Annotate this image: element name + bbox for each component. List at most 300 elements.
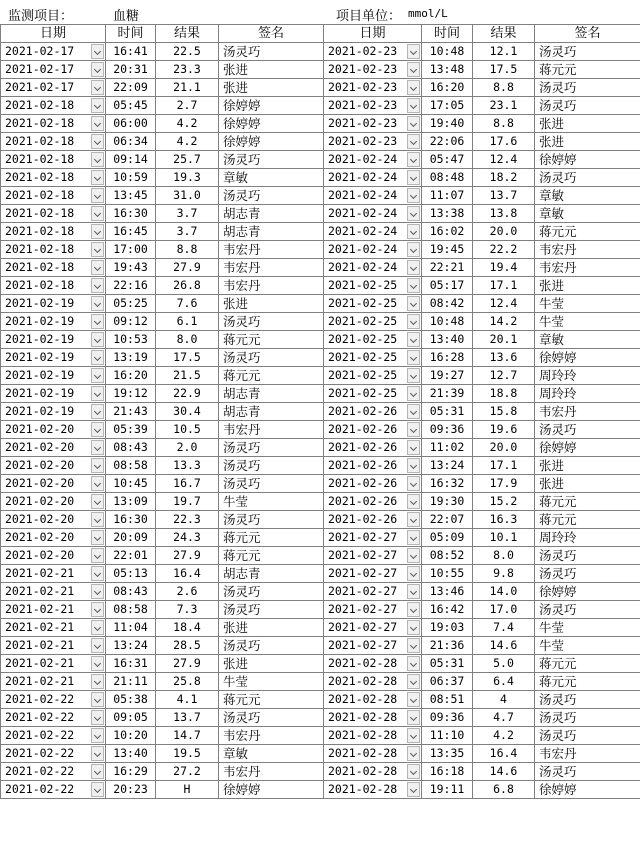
date-value: 2021-02-27 bbox=[328, 620, 398, 634]
table-body bbox=[1, 43, 640, 799]
chevron-down-icon[interactable] bbox=[407, 224, 420, 239]
chevron-down-icon[interactable] bbox=[407, 170, 420, 185]
date-cell[interactable] bbox=[1, 511, 106, 529]
table-row bbox=[1, 43, 640, 61]
date-cell[interactable] bbox=[1, 439, 106, 457]
result-cell: 5.0 bbox=[473, 655, 535, 673]
date-cell[interactable] bbox=[324, 763, 422, 781]
date-cell[interactable] bbox=[1, 79, 106, 97]
chevron-down-icon[interactable] bbox=[91, 116, 104, 131]
date-cell[interactable] bbox=[324, 655, 422, 673]
chevron-down-icon[interactable] bbox=[407, 728, 420, 743]
signature-cell: 蒋元元 bbox=[535, 655, 640, 673]
chevron-down-icon[interactable] bbox=[91, 242, 104, 257]
date-cell[interactable] bbox=[1, 169, 106, 187]
result-cell: 2.0 bbox=[156, 439, 219, 457]
chevron-down-icon[interactable] bbox=[91, 80, 104, 95]
date-cell[interactable] bbox=[324, 781, 422, 799]
chevron-down-icon[interactable] bbox=[91, 674, 104, 689]
chevron-down-icon[interactable] bbox=[91, 404, 104, 419]
chevron-down-icon[interactable] bbox=[91, 458, 104, 473]
date-cell[interactable] bbox=[324, 457, 422, 475]
date-cell[interactable] bbox=[324, 385, 422, 403]
time-cell: 05:39 bbox=[106, 421, 156, 439]
monitor-item-value: 血糖 bbox=[113, 9, 140, 24]
date-cell[interactable] bbox=[324, 709, 422, 727]
chevron-down-icon[interactable] bbox=[407, 314, 420, 329]
date-value: 2021-02-28 bbox=[328, 764, 398, 778]
date-cell[interactable] bbox=[1, 43, 106, 61]
chevron-down-icon[interactable] bbox=[91, 476, 104, 491]
chevron-down-icon[interactable] bbox=[407, 638, 420, 653]
chevron-down-icon[interactable] bbox=[407, 404, 420, 419]
date-value: 2021-02-19 bbox=[5, 386, 75, 400]
chevron-down-icon[interactable] bbox=[407, 710, 420, 725]
chevron-down-icon[interactable] bbox=[407, 566, 420, 581]
result-cell: 27.2 bbox=[156, 763, 219, 781]
chevron-down-icon[interactable] bbox=[407, 80, 420, 95]
time-cell: 13:48 bbox=[422, 61, 473, 79]
time-cell: 05:47 bbox=[422, 151, 473, 169]
date-value: 2021-02-27 bbox=[328, 638, 398, 652]
chevron-down-icon[interactable] bbox=[91, 494, 104, 509]
date-cell[interactable] bbox=[1, 61, 106, 79]
table-row bbox=[1, 385, 640, 403]
date-cell[interactable] bbox=[1, 187, 106, 205]
chevron-down-icon[interactable] bbox=[91, 260, 104, 275]
signature-cell: 周玲玲 bbox=[535, 529, 640, 547]
signature-cell: 韦宏丹 bbox=[535, 403, 640, 421]
date-cell[interactable] bbox=[324, 547, 422, 565]
date-cell[interactable] bbox=[1, 529, 106, 547]
chevron-down-icon[interactable] bbox=[91, 512, 104, 527]
date-cell[interactable] bbox=[324, 421, 422, 439]
date-value: 2021-02-25 bbox=[328, 386, 398, 400]
date-cell[interactable] bbox=[324, 601, 422, 619]
chevron-down-icon[interactable] bbox=[91, 782, 104, 797]
date-cell[interactable] bbox=[324, 439, 422, 457]
date-cell[interactable] bbox=[324, 295, 422, 313]
date-cell[interactable] bbox=[324, 79, 422, 97]
date-cell[interactable] bbox=[1, 277, 106, 295]
date-cell[interactable] bbox=[1, 241, 106, 259]
time-cell: 13:19 bbox=[106, 349, 156, 367]
signature-cell: 汤灵巧 bbox=[535, 169, 640, 187]
chevron-down-icon[interactable] bbox=[91, 728, 104, 743]
result-cell: 17.1 bbox=[473, 457, 535, 475]
result-cell: 17.5 bbox=[156, 349, 219, 367]
result-cell: 4.1 bbox=[156, 691, 219, 709]
date-cell[interactable] bbox=[1, 151, 106, 169]
date-cell[interactable] bbox=[324, 277, 422, 295]
date-cell[interactable] bbox=[324, 511, 422, 529]
date-value: 2021-02-20 bbox=[5, 494, 75, 508]
table-row bbox=[1, 223, 640, 241]
signature-cell: 蒋元元 bbox=[219, 547, 324, 565]
date-cell[interactable] bbox=[1, 349, 106, 367]
date-value: 2021-02-25 bbox=[328, 278, 398, 292]
signature-cell: 韦宏丹 bbox=[219, 259, 324, 277]
chevron-down-icon[interactable] bbox=[91, 620, 104, 635]
chevron-down-icon[interactable] bbox=[407, 350, 420, 365]
table-row bbox=[1, 349, 640, 367]
table-row bbox=[1, 421, 640, 439]
table-row bbox=[1, 169, 640, 187]
signature-cell: 汤灵巧 bbox=[219, 439, 324, 457]
date-cell[interactable] bbox=[1, 205, 106, 223]
time-cell: 09:14 bbox=[106, 151, 156, 169]
signature-cell: 张进 bbox=[535, 475, 640, 493]
date-cell[interactable] bbox=[324, 493, 422, 511]
chevron-down-icon[interactable] bbox=[407, 440, 420, 455]
signature-cell: 徐婷婷 bbox=[219, 781, 324, 799]
date-value: 2021-02-18 bbox=[5, 116, 75, 130]
date-value: 2021-02-26 bbox=[328, 476, 398, 490]
chevron-down-icon[interactable] bbox=[91, 62, 104, 77]
time-cell: 22:09 bbox=[106, 79, 156, 97]
time-cell: 16:28 bbox=[422, 349, 473, 367]
date-cell[interactable] bbox=[324, 475, 422, 493]
chevron-down-icon[interactable] bbox=[91, 44, 104, 59]
date-cell[interactable] bbox=[324, 259, 422, 277]
signature-cell: 蒋元元 bbox=[535, 493, 640, 511]
chevron-down-icon[interactable] bbox=[407, 386, 420, 401]
signature-cell: 蒋元元 bbox=[219, 691, 324, 709]
chevron-down-icon[interactable] bbox=[407, 674, 420, 689]
chevron-down-icon[interactable] bbox=[407, 62, 420, 77]
date-cell[interactable] bbox=[1, 475, 106, 493]
date-cell[interactable] bbox=[1, 457, 106, 475]
table-row bbox=[1, 655, 640, 673]
date-cell[interactable] bbox=[1, 223, 106, 241]
time-cell: 19:27 bbox=[422, 367, 473, 385]
chevron-down-icon[interactable] bbox=[91, 422, 104, 437]
date-cell[interactable] bbox=[1, 655, 106, 673]
chevron-down-icon[interactable] bbox=[407, 692, 420, 707]
date-cell[interactable] bbox=[1, 367, 106, 385]
chevron-down-icon[interactable] bbox=[91, 710, 104, 725]
date-cell[interactable] bbox=[324, 367, 422, 385]
signature-cell: 章敏 bbox=[535, 331, 640, 349]
chevron-down-icon[interactable] bbox=[407, 530, 420, 545]
date-cell[interactable] bbox=[1, 673, 106, 691]
date-cell[interactable] bbox=[324, 313, 422, 331]
date-cell[interactable] bbox=[1, 385, 106, 403]
date-cell[interactable] bbox=[324, 97, 422, 115]
date-value: 2021-02-21 bbox=[5, 656, 75, 670]
chevron-down-icon[interactable] bbox=[407, 746, 420, 761]
date-value: 2021-02-24 bbox=[328, 188, 398, 202]
date-cell[interactable] bbox=[324, 619, 422, 637]
table-row bbox=[1, 241, 640, 259]
result-cell: 7.3 bbox=[156, 601, 219, 619]
date-value: 2021-02-19 bbox=[5, 350, 75, 364]
date-cell[interactable] bbox=[324, 331, 422, 349]
date-cell[interactable] bbox=[1, 97, 106, 115]
date-cell[interactable] bbox=[1, 313, 106, 331]
chevron-down-icon[interactable] bbox=[407, 242, 420, 257]
time-cell: 13:40 bbox=[106, 745, 156, 763]
chevron-down-icon[interactable] bbox=[407, 548, 420, 563]
date-cell[interactable] bbox=[324, 223, 422, 241]
result-cell: 19.7 bbox=[156, 493, 219, 511]
date-cell[interactable] bbox=[324, 673, 422, 691]
date-cell[interactable] bbox=[324, 691, 422, 709]
date-cell[interactable] bbox=[324, 115, 422, 133]
column-header: 日期 bbox=[324, 25, 422, 43]
signature-cell: 蒋元元 bbox=[219, 529, 324, 547]
table-row bbox=[1, 295, 640, 313]
date-cell[interactable] bbox=[324, 349, 422, 367]
date-cell[interactable] bbox=[1, 691, 106, 709]
date-value: 2021-02-18 bbox=[5, 278, 75, 292]
date-cell[interactable] bbox=[324, 727, 422, 745]
time-cell: 08:58 bbox=[106, 601, 156, 619]
signature-cell: 张进 bbox=[535, 457, 640, 475]
chevron-down-icon[interactable] bbox=[407, 422, 420, 437]
signature-cell: 章敏 bbox=[535, 187, 640, 205]
time-cell: 06:37 bbox=[422, 673, 473, 691]
chevron-down-icon[interactable] bbox=[91, 350, 104, 365]
result-cell: 19.3 bbox=[156, 169, 219, 187]
time-cell: 16:20 bbox=[106, 367, 156, 385]
date-cell[interactable] bbox=[1, 259, 106, 277]
date-cell[interactable] bbox=[324, 43, 422, 61]
result-cell: 8.0 bbox=[156, 331, 219, 349]
time-cell: 13:45 bbox=[106, 187, 156, 205]
table-row bbox=[1, 97, 640, 115]
date-value: 2021-02-26 bbox=[328, 440, 398, 454]
chevron-down-icon[interactable] bbox=[91, 638, 104, 653]
date-cell[interactable] bbox=[1, 565, 106, 583]
time-cell: 10:45 bbox=[106, 475, 156, 493]
column-header: 时间 bbox=[422, 25, 473, 43]
chevron-down-icon[interactable] bbox=[407, 458, 420, 473]
chevron-down-icon[interactable] bbox=[91, 224, 104, 239]
time-cell: 20:09 bbox=[106, 529, 156, 547]
chevron-down-icon[interactable] bbox=[91, 368, 104, 383]
chevron-down-icon[interactable] bbox=[407, 476, 420, 491]
date-cell[interactable] bbox=[324, 565, 422, 583]
time-cell: 16:30 bbox=[106, 205, 156, 223]
date-value: 2021-02-26 bbox=[328, 422, 398, 436]
date-cell[interactable] bbox=[1, 403, 106, 421]
time-cell: 05:31 bbox=[422, 403, 473, 421]
time-cell: 05:25 bbox=[106, 295, 156, 313]
date-cell[interactable] bbox=[1, 781, 106, 799]
signature-cell: 汤灵巧 bbox=[535, 79, 640, 97]
chevron-down-icon[interactable] bbox=[407, 782, 420, 797]
time-cell: 17:05 bbox=[422, 97, 473, 115]
signature-cell: 周玲玲 bbox=[535, 385, 640, 403]
chevron-down-icon[interactable] bbox=[91, 134, 104, 149]
chevron-down-icon[interactable] bbox=[407, 764, 420, 779]
table-row bbox=[1, 475, 640, 493]
chevron-down-icon[interactable] bbox=[91, 188, 104, 203]
result-cell: 8.8 bbox=[156, 241, 219, 259]
date-cell[interactable] bbox=[1, 619, 106, 637]
date-cell[interactable] bbox=[324, 241, 422, 259]
signature-cell: 张进 bbox=[535, 133, 640, 151]
chevron-down-icon[interactable] bbox=[407, 368, 420, 383]
chevron-down-icon[interactable] bbox=[407, 206, 420, 221]
chevron-down-icon[interactable] bbox=[91, 602, 104, 617]
signature-cell: 张进 bbox=[535, 115, 640, 133]
result-cell: 3.7 bbox=[156, 205, 219, 223]
signature-cell: 徐婷婷 bbox=[535, 781, 640, 799]
date-cell[interactable] bbox=[324, 529, 422, 547]
chevron-down-icon[interactable] bbox=[91, 566, 104, 581]
chevron-down-icon[interactable] bbox=[91, 692, 104, 707]
chevron-down-icon[interactable] bbox=[91, 656, 104, 671]
chevron-down-icon[interactable] bbox=[91, 764, 104, 779]
result-cell: 8.0 bbox=[473, 547, 535, 565]
date-value: 2021-02-28 bbox=[328, 710, 398, 724]
report-header bbox=[0, 0, 640, 24]
date-cell[interactable] bbox=[324, 205, 422, 223]
chevron-down-icon[interactable] bbox=[407, 620, 420, 635]
result-cell: 2.6 bbox=[156, 583, 219, 601]
result-cell: 15.2 bbox=[473, 493, 535, 511]
signature-cell: 张进 bbox=[219, 79, 324, 97]
time-cell: 19:12 bbox=[106, 385, 156, 403]
chevron-down-icon[interactable] bbox=[91, 314, 104, 329]
result-cell: 2.7 bbox=[156, 97, 219, 115]
result-cell: 12.4 bbox=[473, 151, 535, 169]
date-value: 2021-02-21 bbox=[5, 674, 75, 688]
result-cell: 17.5 bbox=[473, 61, 535, 79]
date-cell[interactable] bbox=[1, 709, 106, 727]
unit-label: 项目单位： bbox=[336, 9, 402, 24]
chevron-down-icon[interactable] bbox=[407, 494, 420, 509]
date-cell[interactable] bbox=[324, 583, 422, 601]
time-cell: 05:38 bbox=[106, 691, 156, 709]
chevron-down-icon[interactable] bbox=[91, 152, 104, 167]
table-row bbox=[1, 619, 640, 637]
date-cell[interactable] bbox=[1, 295, 106, 313]
chevron-down-icon[interactable] bbox=[407, 260, 420, 275]
result-cell: 26.8 bbox=[156, 277, 219, 295]
time-cell: 21:36 bbox=[422, 637, 473, 655]
chevron-down-icon[interactable] bbox=[407, 584, 420, 599]
date-cell[interactable] bbox=[1, 421, 106, 439]
chevron-down-icon[interactable] bbox=[407, 188, 420, 203]
result-cell: 12.4 bbox=[473, 295, 535, 313]
date-value: 2021-02-22 bbox=[5, 746, 75, 760]
result-cell: 20.0 bbox=[473, 223, 535, 241]
chevron-down-icon[interactable] bbox=[91, 746, 104, 761]
date-value: 2021-02-18 bbox=[5, 134, 75, 148]
chevron-down-icon[interactable] bbox=[91, 98, 104, 113]
date-cell[interactable] bbox=[1, 601, 106, 619]
chevron-down-icon[interactable] bbox=[407, 296, 420, 311]
chevron-down-icon[interactable] bbox=[407, 152, 420, 167]
date-value: 2021-02-24 bbox=[328, 260, 398, 274]
chevron-down-icon[interactable] bbox=[91, 332, 104, 347]
time-cell: 20:31 bbox=[106, 61, 156, 79]
date-cell[interactable] bbox=[1, 133, 106, 151]
chevron-down-icon[interactable] bbox=[91, 530, 104, 545]
result-cell: 14.6 bbox=[473, 637, 535, 655]
chevron-down-icon[interactable] bbox=[407, 98, 420, 113]
chevron-down-icon[interactable] bbox=[91, 296, 104, 311]
chevron-down-icon[interactable] bbox=[91, 278, 104, 293]
date-cell[interactable] bbox=[324, 403, 422, 421]
date-cell[interactable] bbox=[324, 133, 422, 151]
signature-cell: 徐婷婷 bbox=[535, 583, 640, 601]
chevron-down-icon[interactable] bbox=[91, 206, 104, 221]
signature-cell: 牛莹 bbox=[535, 619, 640, 637]
chevron-down-icon[interactable] bbox=[407, 278, 420, 293]
date-cell[interactable] bbox=[1, 763, 106, 781]
date-cell[interactable] bbox=[1, 547, 106, 565]
date-cell[interactable] bbox=[1, 727, 106, 745]
date-cell[interactable] bbox=[1, 745, 106, 763]
signature-cell: 徐婷婷 bbox=[219, 115, 324, 133]
table-row bbox=[1, 79, 640, 97]
chevron-down-icon[interactable] bbox=[91, 170, 104, 185]
chevron-down-icon[interactable] bbox=[407, 134, 420, 149]
time-cell: 22:07 bbox=[422, 511, 473, 529]
chevron-down-icon[interactable] bbox=[91, 440, 104, 455]
result-cell: 4.2 bbox=[156, 115, 219, 133]
time-cell: 10:48 bbox=[422, 43, 473, 61]
date-cell[interactable] bbox=[324, 745, 422, 763]
chevron-down-icon[interactable] bbox=[91, 548, 104, 563]
chevron-down-icon[interactable] bbox=[407, 116, 420, 131]
date-cell[interactable] bbox=[1, 583, 106, 601]
table-row bbox=[1, 637, 640, 655]
date-cell[interactable] bbox=[324, 637, 422, 655]
date-value: 2021-02-23 bbox=[328, 134, 398, 148]
date-cell[interactable] bbox=[324, 187, 422, 205]
date-value: 2021-02-26 bbox=[328, 494, 398, 508]
date-cell[interactable] bbox=[1, 637, 106, 655]
date-value: 2021-02-25 bbox=[328, 296, 398, 310]
time-cell: 13:38 bbox=[422, 205, 473, 223]
date-value: 2021-02-22 bbox=[5, 692, 75, 706]
result-cell: 23.3 bbox=[156, 61, 219, 79]
chevron-down-icon[interactable] bbox=[407, 512, 420, 527]
date-cell[interactable] bbox=[1, 331, 106, 349]
result-cell: H bbox=[156, 781, 219, 799]
date-value: 2021-02-20 bbox=[5, 476, 75, 490]
chevron-down-icon[interactable] bbox=[91, 386, 104, 401]
date-cell[interactable] bbox=[324, 169, 422, 187]
date-cell[interactable] bbox=[324, 151, 422, 169]
chevron-down-icon[interactable] bbox=[91, 584, 104, 599]
date-value: 2021-02-19 bbox=[5, 314, 75, 328]
date-value: 2021-02-20 bbox=[5, 440, 75, 454]
result-cell: 16.4 bbox=[473, 745, 535, 763]
table-row bbox=[1, 511, 640, 529]
column-header: 结果 bbox=[156, 25, 219, 43]
date-cell[interactable] bbox=[1, 493, 106, 511]
date-cell[interactable] bbox=[1, 115, 106, 133]
chevron-down-icon[interactable] bbox=[407, 602, 420, 617]
signature-cell: 张进 bbox=[535, 277, 640, 295]
chevron-down-icon[interactable] bbox=[407, 44, 420, 59]
time-cell: 11:04 bbox=[106, 619, 156, 637]
date-value: 2021-02-28 bbox=[328, 674, 398, 688]
chevron-down-icon[interactable] bbox=[407, 656, 420, 671]
date-value: 2021-02-23 bbox=[328, 98, 398, 112]
date-value: 2021-02-27 bbox=[328, 584, 398, 598]
date-value: 2021-02-23 bbox=[328, 62, 398, 76]
signature-cell: 蒋元元 bbox=[219, 331, 324, 349]
date-cell[interactable] bbox=[324, 61, 422, 79]
chevron-down-icon[interactable] bbox=[407, 332, 420, 347]
